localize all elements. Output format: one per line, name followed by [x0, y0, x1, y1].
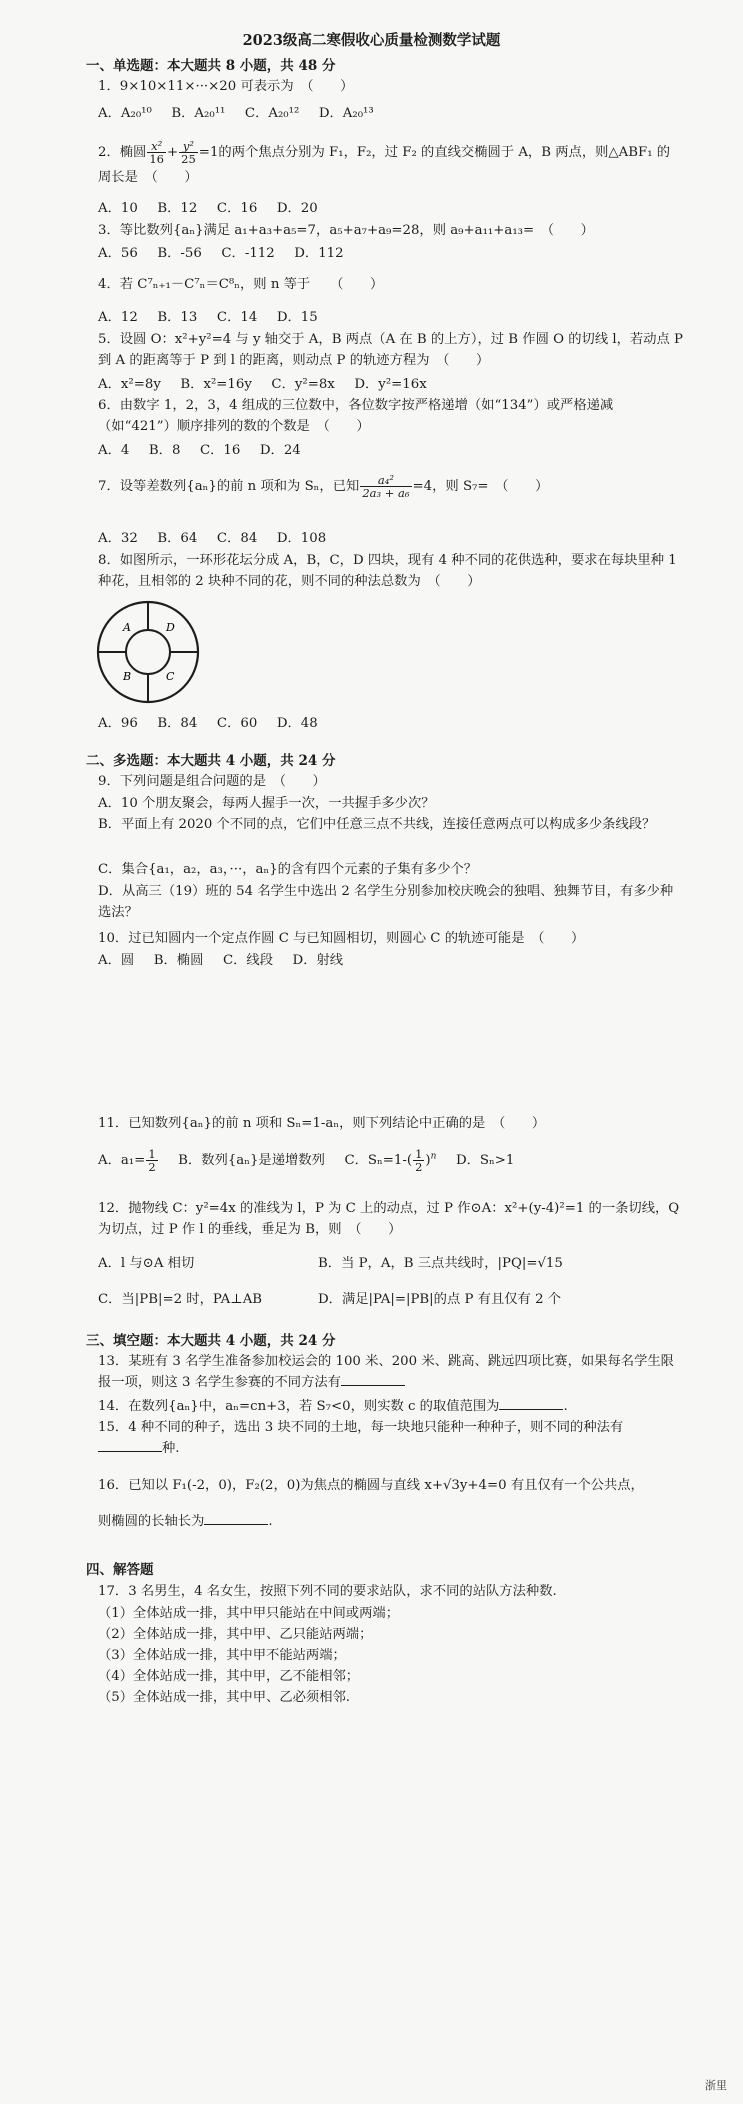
- option-c: C．Sₙ=1-( $\frac{1}{2}$ )$^n$: [344, 1146, 437, 1174]
- option-c: C．-112: [221, 246, 275, 261]
- option-c: C．60: [216, 716, 258, 731]
- option-a: A．32: [98, 531, 138, 546]
- question-16: 16．已知以 F₁(-2，0)，F₂(2，0)为焦点的椭圆与直线 x+√3y+4=0 有且仅有一个公共点，: [98, 1478, 644, 1493]
- watermark-corner-label: 浙里: [705, 2078, 727, 2092]
- answer-blank[interactable]: [341, 1373, 405, 1386]
- option-a: A．56: [98, 246, 138, 261]
- option-d: D．Sₙ>1: [455, 1153, 515, 1168]
- option-a: A．a₁= $\frac{1}{2}$: [98, 1146, 156, 1174]
- question-5-options: [98, 375, 683, 396]
- region-label-c: C: [166, 670, 175, 683]
- question-12-option-a: A．l 与⊙A 相切: [98, 1256, 195, 1271]
- exam-title: 2023级高二寒假收心质量检测数学试题: [242, 32, 501, 49]
- option-b: B．84: [157, 716, 198, 731]
- region-label-a: A: [123, 621, 131, 634]
- question-6: 6．由数字 1，2，3，4 组成的三位数中，各位数字按严格递增（如“134”）或严格递减（如“421”）顺序排列的数的个数是 （ ）: [98, 398, 614, 434]
- question-5: 5．设圆 O：x²+y²=4 与 y 轴交于 A，B 两点（A 在 B 的上方），过 B 作圆 O 的切线 l，若动点 P 到 A 的距离等于 P 到 l 的距离，则动点 P 的轨迹方程为 （ ）: [98, 332, 683, 368]
- inner-circle: [126, 630, 170, 674]
- section-fill-blank: 三、填空题：本大题共 4 小题，共 24 分: [86, 1333, 336, 1349]
- question-17-part-5: （5）全体站成一排，其中甲、乙必须相邻.: [98, 1690, 351, 1705]
- answer-blank[interactable]: [499, 1397, 563, 1410]
- question-17-part-1: （1）全体站成一排，其中甲只能站在中间或两端；: [98, 1606, 399, 1621]
- question-17-part-3: （3）全体站成一排，其中甲不能站两端；: [98, 1648, 346, 1663]
- question-13: 13．某班有 3 名学生准备参加校运会的 100 米、200 米、跳高、跳远四项比赛，如果每名学生限报一项，则这 3 名学生参赛的不同方法有: [98, 1354, 674, 1390]
- option-c: C．16: [199, 443, 241, 458]
- question-10-options: [98, 951, 683, 972]
- option-b: B．A₂₀¹¹: [171, 106, 226, 121]
- option-b: B．-56: [157, 246, 202, 261]
- question-6-options: [98, 441, 683, 462]
- flowerbed-ring-diagram: [93, 597, 203, 707]
- question-9-option-d: D．从高三（19）班的 54 名学生中选出 2 名学生分别参加校庆晚会的独唱、独舞节目，有多少种选法？: [98, 884, 674, 920]
- question-12-option-c: C．当|PB|=2 时，PA⊥AB: [98, 1292, 263, 1307]
- question-12: 12．抛物线 C：y²=4x 的准线为 l，P 为 C 上的动点，过 P 作⊙A：x²+(y-4)²=1 的一条切线，Q 为切点，过 P 作 l 的垂线，垂足为 B，则 （ ）: [98, 1201, 680, 1237]
- section-multi-choice: 二、多选题：本大题共 4 小题，共 24 分: [86, 753, 336, 769]
- question-11-options: [98, 1147, 683, 1175]
- option-c: C．A₂₀¹²: [244, 106, 300, 121]
- question-9: 9．下列问题是组合问题的是 （ ）: [98, 774, 326, 789]
- question-2-prefix: 2．椭圆: [98, 145, 147, 161]
- option-b: B．数列{aₙ}是递增数列: [178, 1153, 325, 1168]
- option-c: C．线段: [222, 953, 274, 968]
- option-b: B．13: [157, 310, 198, 325]
- fraction-x2-16: $\frac{\text{x²}}{16}$: [149, 139, 164, 167]
- option-d: D．48: [276, 716, 318, 731]
- question-12-option-b: B．当 P，A，B 三点共线时，|PQ|=√15: [318, 1256, 563, 1271]
- option-b: B．64: [157, 531, 198, 546]
- option-a: A．圆: [98, 953, 135, 968]
- question-7-prefix: 7．设等差数列{aₙ}的前 n 项和为 Sₙ，已知: [98, 479, 360, 495]
- section-single-choice: 一、单选题：本大题共 8 小题，共 48 分: [86, 58, 336, 74]
- question-15: 15．4 种不同的种子，选出 3 块不同的土地，每一块地只能种一种种子，则不同的种法有种.: [98, 1420, 624, 1456]
- question-16-cont: 则椭圆的长轴长为 .: [98, 1514, 273, 1529]
- region-label-b: B: [123, 670, 132, 683]
- option-d: D．A₂₀¹³: [318, 106, 374, 121]
- option-a: A．x²=8y: [98, 377, 161, 392]
- question-10: 10．过已知圆内一个定点作圆 C 与已知圆相切，则圆心 C 的轨迹可能是 （ ）: [98, 931, 585, 946]
- option-a: A．4: [98, 443, 130, 458]
- section-solutions: 四、解答题: [86, 1562, 154, 1578]
- question-4: 4．若 C⁷ₙ₊₁－C⁷ₙ＝C⁸ₙ，则 n 等于 （ ）: [98, 277, 384, 292]
- option-c: C．14: [216, 310, 258, 325]
- answer-blank[interactable]: [98, 1439, 162, 1452]
- option-d: D．y²=16x: [354, 377, 427, 392]
- question-3-options: [98, 244, 683, 265]
- option-d: D．112: [294, 246, 344, 261]
- option-c: C．84: [216, 531, 258, 546]
- option-c: C．y²=8x: [271, 377, 335, 392]
- question-1-options: [98, 104, 683, 125]
- question-17-part-4: （4）全体站成一排，其中甲，乙不能相邻；: [98, 1669, 360, 1684]
- question-1: 1．9×10×11×···×20 可表示为 （ ）: [98, 79, 354, 94]
- option-d: D．20: [276, 201, 318, 216]
- question-2-equals: =1: [198, 145, 219, 161]
- option-d: D．射线: [292, 953, 344, 968]
- question-2-options: [98, 199, 683, 220]
- option-b: B．8: [148, 443, 181, 458]
- question-17: 17．3 名男生，4 名女生，按照下列不同的要求站队，求不同的站队方法种数.: [98, 1584, 557, 1599]
- question-4-options: [98, 308, 683, 329]
- question-9-option-b: B．平面上有 2020 个不同的点，它们中任意三点不共线，连接任意两点可以构成多少条线段？: [98, 817, 656, 832]
- option-a: A．12: [98, 310, 138, 325]
- question-8: 8．如图所示，一环形花坛分成 A，B，C，D 四块，现有 4 种不同的花供选种，要求在每块里种 1 种花，且相邻的 2 块种不同的花，则不同的种法总数为 （ ）: [98, 553, 677, 589]
- region-label-d: D: [166, 621, 175, 634]
- fraction-a4-squared: $\frac{\text{a₄²}}{\text{2a₃ + a₆}}$: [362, 473, 410, 501]
- option-b: B．x²=16y: [180, 377, 252, 392]
- question-2-suffix: 的两个焦点分别为 F₁，F₂，过 F₂ 的直线交椭圆于 A，B 两点，则△ABF₁ 的周长是 （ ）: [98, 145, 671, 186]
- option-b: B．12: [157, 201, 198, 216]
- option-d: D．108: [276, 531, 327, 546]
- question-9-option-c: C．集合{a₁，a₂，a₃，···，aₙ}的含有四个元素的子集有多少个？: [98, 862, 478, 877]
- option-d: D．24: [259, 443, 301, 458]
- option-a: A．96: [98, 716, 138, 731]
- answer-blank[interactable]: [204, 1512, 268, 1525]
- question-11: 11．已知数列{aₙ}的前 n 项和 Sₙ=1-aₙ，则下列结论中正确的是 （ ）: [98, 1116, 546, 1131]
- question-12-option-d: D．满足|PA|=|PB|的点 P 有且仅有 2 个: [318, 1292, 562, 1307]
- option-a: A．A₂₀¹⁰: [98, 106, 152, 121]
- question-2: 2．椭圆 $\frac{\text{x²}}{16}$ + $\frac{\text{y²}}{25}$ =1的两个焦点分别为 F₁，F₂，过 F₂ 的直线交椭圆于 A，B 两点，则△ABF₁ 的周长是 （ ）: [98, 139, 671, 186]
- question-17-part-2: （2）全体站成一排，其中甲、乙只能站两端；: [98, 1627, 373, 1642]
- option-a: A．10: [98, 201, 138, 216]
- question-3: 3．等比数列{aₙ}满足 a₁+a₃+a₅=7，a₅+a₇+a₉=28，则 a₉+a₁₁+a₁₃= （ ）: [98, 223, 594, 238]
- option-c: C．16: [216, 201, 258, 216]
- question-7: [98, 474, 683, 499]
- fraction-y2-25: $\frac{\text{y²}}{25}$: [181, 139, 196, 167]
- question-8-options: [98, 714, 683, 735]
- question-7-suffix: =4，则 S₇= （ ）: [412, 479, 549, 495]
- option-b: B．椭圆: [153, 953, 204, 968]
- question-9-option-a: A．10 个朋友聚会，每两人握手一次，一共握手多少次？: [98, 796, 435, 811]
- question-14: 14．在数列{aₙ}中，aₙ=cn+3，若 S₇<0，则实数 c 的取值范围为 .: [98, 1399, 568, 1414]
- option-d: D．15: [276, 310, 318, 325]
- question-7-options: [98, 529, 683, 550]
